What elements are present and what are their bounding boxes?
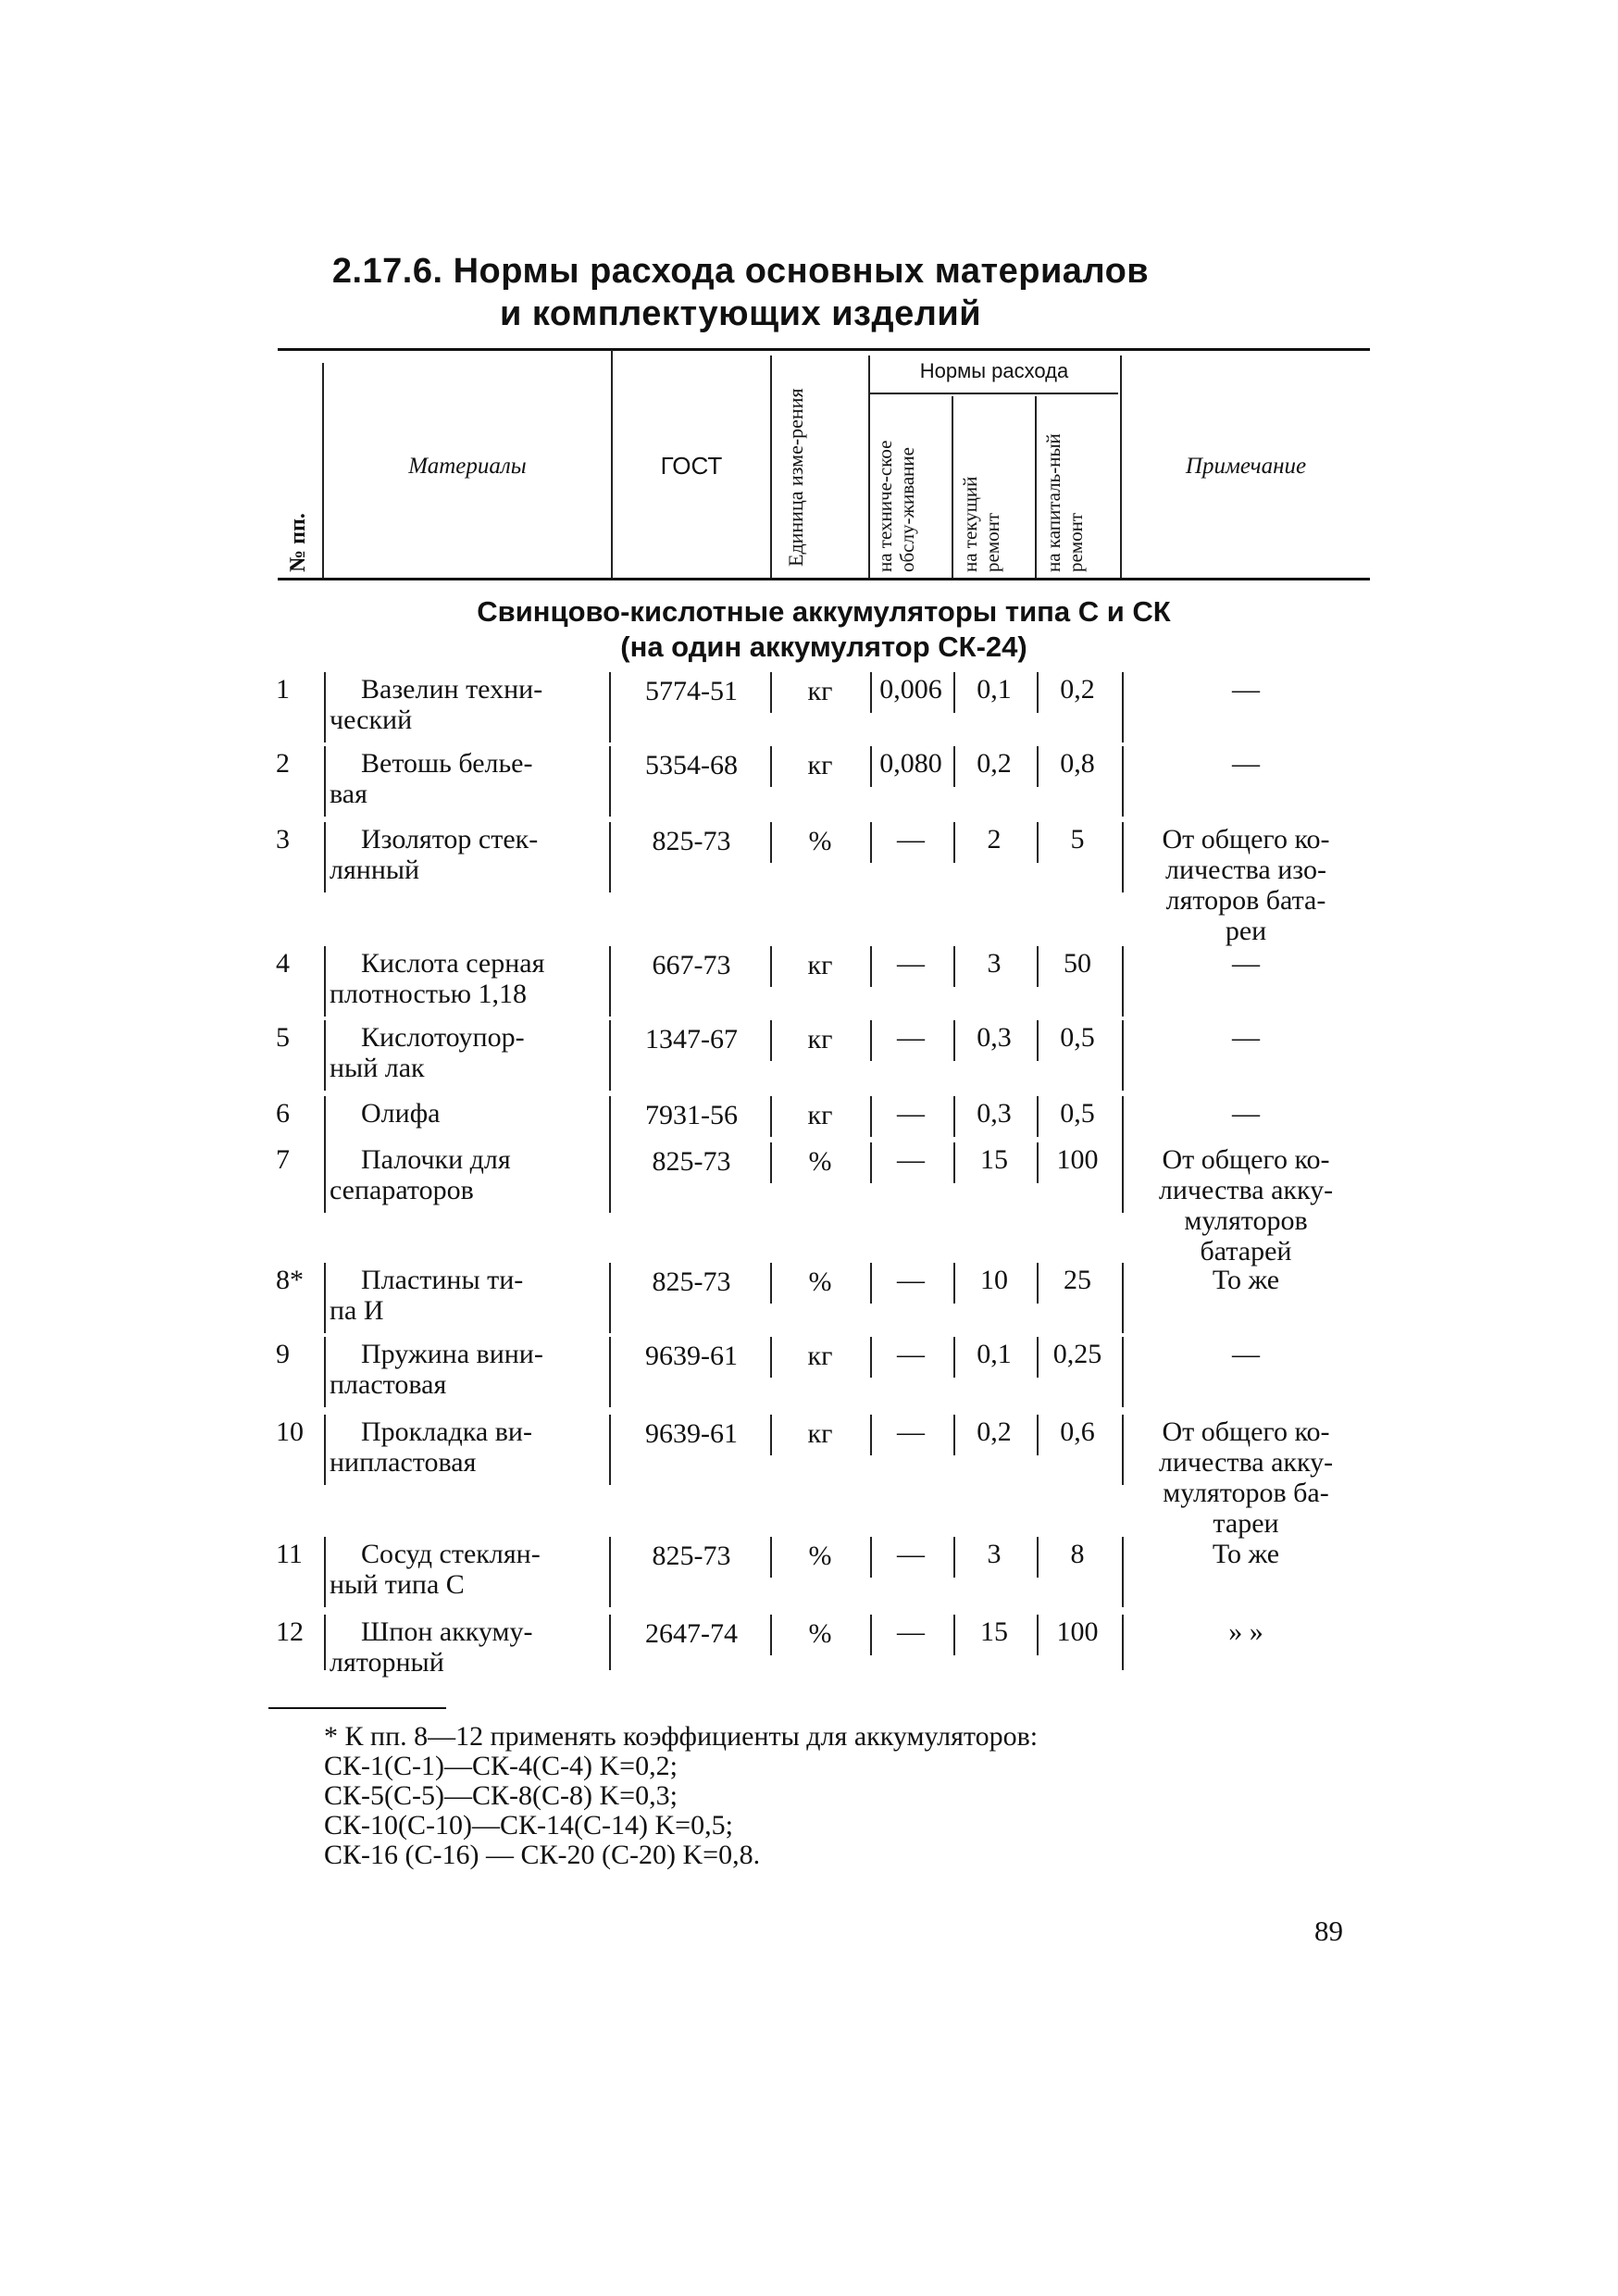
column-divider bbox=[770, 1096, 772, 1137]
row-unit: кг bbox=[807, 750, 833, 780]
column-divider bbox=[609, 1415, 611, 1485]
row-tech: — bbox=[897, 1416, 925, 1447]
row-material-cont: вая bbox=[330, 779, 367, 809]
row-unit: кг bbox=[807, 676, 833, 706]
header-note: Примечание bbox=[1185, 454, 1307, 479]
row-gost: 1347-67 bbox=[645, 1024, 738, 1054]
row-material: Прокладка ви- bbox=[361, 1416, 532, 1447]
header-tech-text: на техниче-ское обслу-живание bbox=[874, 440, 918, 572]
row-unit: кг bbox=[807, 950, 833, 980]
footnote-line: СК-5(С-5)—СК-8(С-8) K=0,3; bbox=[324, 1780, 678, 1811]
row-tech: — bbox=[897, 1022, 925, 1053]
row-current: 10 bbox=[980, 1265, 1008, 1295]
column-divider bbox=[1037, 746, 1039, 787]
header-tech bbox=[874, 396, 918, 572]
row-material: Олифа bbox=[361, 1098, 441, 1129]
row-gost: 9639-61 bbox=[645, 1341, 738, 1371]
column-divider bbox=[1122, 1263, 1124, 1333]
column-divider bbox=[324, 1537, 326, 1607]
header-unit bbox=[785, 372, 807, 567]
column-divider bbox=[770, 946, 772, 987]
row-gost: 667-73 bbox=[652, 950, 731, 980]
column-divider bbox=[1037, 1020, 1039, 1061]
column-divider bbox=[770, 1337, 772, 1378]
header-divider bbox=[770, 356, 772, 578]
header-divider bbox=[1035, 396, 1037, 578]
row-current: 15 bbox=[980, 1144, 1008, 1175]
row-capital: 0,8 bbox=[1060, 748, 1095, 779]
row-number: 2 bbox=[276, 748, 290, 779]
row-tech: 0,080 bbox=[879, 748, 942, 779]
row-note: » » bbox=[1228, 1616, 1263, 1647]
column-divider bbox=[1037, 1415, 1039, 1455]
column-divider bbox=[870, 1537, 872, 1578]
section-line-1: Свинцово-кислотные аккумуляторы типа С и СК bbox=[477, 595, 1171, 628]
row-note: личества акку- bbox=[1158, 1447, 1334, 1478]
row-material: Кислота серная bbox=[361, 948, 545, 979]
header-gost: ГОСТ bbox=[660, 452, 723, 480]
column-divider bbox=[609, 1537, 611, 1607]
row-capital: 0,5 bbox=[1060, 1022, 1095, 1053]
row-unit: % bbox=[808, 1618, 832, 1649]
column-divider bbox=[1122, 1415, 1124, 1485]
footnote-line: СК-16 (С-16) — СК-20 (С-20) K=0,8. bbox=[324, 1840, 761, 1870]
footnote-rule bbox=[268, 1707, 446, 1709]
section-line-2: (на один аккумулятор СК-24) bbox=[620, 630, 1027, 663]
header-bottom-rule bbox=[278, 578, 1370, 580]
column-divider bbox=[770, 1415, 772, 1455]
row-capital: 5 bbox=[1070, 824, 1085, 855]
row-material: Шпон аккуму- bbox=[361, 1616, 533, 1647]
column-divider bbox=[770, 672, 772, 713]
column-divider bbox=[870, 672, 872, 713]
column-divider bbox=[324, 1020, 326, 1091]
row-material: Кислотоупор- bbox=[361, 1022, 525, 1053]
column-divider bbox=[609, 1263, 611, 1333]
row-material-cont: па И bbox=[330, 1295, 384, 1326]
row-material-cont: сепараторов bbox=[330, 1175, 474, 1205]
column-divider bbox=[953, 672, 955, 713]
column-divider bbox=[324, 1337, 326, 1407]
footnote-line: СК-1(С-1)—СК-4(С-4) K=0,2; bbox=[324, 1751, 678, 1781]
row-material-cont: пластовая bbox=[330, 1369, 447, 1400]
column-divider bbox=[870, 822, 872, 863]
column-divider bbox=[770, 822, 772, 863]
row-material: Пружина вини- bbox=[361, 1339, 543, 1369]
row-capital: 0,5 bbox=[1060, 1098, 1095, 1129]
column-divider bbox=[870, 1096, 872, 1137]
row-gost: 825-73 bbox=[652, 826, 731, 856]
header-materials: Материалы bbox=[408, 454, 527, 479]
row-note: ляторов бата- bbox=[1165, 885, 1326, 916]
column-divider bbox=[953, 1142, 955, 1183]
column-divider bbox=[1122, 672, 1124, 742]
section-title bbox=[278, 594, 1370, 665]
row-note: — bbox=[1232, 948, 1260, 979]
row-material: Сосуд стеклян- bbox=[361, 1539, 541, 1569]
header-norms: Нормы расхода bbox=[919, 359, 1069, 382]
column-divider bbox=[324, 1142, 326, 1213]
column-divider bbox=[770, 1020, 772, 1061]
row-number: 10 bbox=[276, 1416, 304, 1447]
row-note: — bbox=[1232, 748, 1260, 779]
column-divider bbox=[1122, 1096, 1124, 1142]
row-material-cont: ный типа С bbox=[330, 1569, 465, 1600]
footnote bbox=[324, 1722, 1038, 1870]
column-divider bbox=[609, 1615, 611, 1670]
column-divider bbox=[1037, 1615, 1039, 1655]
column-divider bbox=[609, 1337, 611, 1407]
row-unit: кг bbox=[807, 1418, 833, 1449]
column-divider bbox=[870, 1263, 872, 1304]
column-divider bbox=[953, 1615, 955, 1655]
page-title bbox=[278, 250, 1203, 335]
row-unit: кг bbox=[807, 1100, 833, 1130]
column-divider bbox=[870, 1020, 872, 1061]
row-tech: — bbox=[897, 1539, 925, 1569]
row-current: 0,3 bbox=[977, 1022, 1012, 1053]
row-number: 9 bbox=[276, 1339, 290, 1369]
column-divider bbox=[324, 746, 326, 817]
row-unit: % bbox=[808, 1541, 832, 1571]
row-material: Изолятор стек- bbox=[361, 824, 539, 855]
row-current: 2 bbox=[987, 824, 1002, 855]
column-divider bbox=[953, 1337, 955, 1378]
page-number: 89 bbox=[1314, 1915, 1343, 1947]
row-number: 8* bbox=[276, 1265, 304, 1295]
title-line-2: и комплектующих изделий bbox=[499, 294, 982, 333]
column-divider bbox=[609, 822, 611, 892]
column-divider bbox=[1037, 1142, 1039, 1183]
column-divider bbox=[1122, 1142, 1124, 1213]
column-divider bbox=[1122, 746, 1124, 817]
column-divider bbox=[770, 1537, 772, 1578]
row-current: 0,1 bbox=[977, 1339, 1012, 1369]
row-note: — bbox=[1232, 1339, 1260, 1369]
row-tech: — bbox=[897, 1098, 925, 1129]
row-note: муляторов ба- bbox=[1163, 1478, 1329, 1508]
row-capital: 25 bbox=[1064, 1265, 1091, 1295]
row-note: реи bbox=[1225, 916, 1267, 946]
column-divider bbox=[870, 1337, 872, 1378]
column-divider bbox=[324, 822, 326, 892]
column-divider bbox=[870, 946, 872, 987]
row-number: 6 bbox=[276, 1098, 290, 1129]
row-number: 12 bbox=[276, 1616, 304, 1647]
row-material-cont: ческий bbox=[330, 705, 413, 735]
title-line-1: 2.17.6. Нормы расхода основных материалов bbox=[331, 252, 1150, 291]
column-divider bbox=[870, 1615, 872, 1655]
column-divider bbox=[609, 1142, 611, 1213]
column-divider bbox=[324, 946, 326, 1017]
footnote-line: СК-10(С-10)—СК-14(С-14) K=0,5; bbox=[324, 1810, 733, 1841]
row-note: От общего ко- bbox=[1162, 824, 1330, 855]
footnote-line: * К пп. 8—12 применять коэффициенты для аккумуляторов: bbox=[324, 1721, 1039, 1752]
row-tech: — bbox=[897, 824, 925, 855]
row-note: тареи bbox=[1213, 1508, 1279, 1539]
header-capital-text: на капиталь-ный ремонт bbox=[1042, 433, 1087, 572]
row-note: батарей bbox=[1200, 1236, 1292, 1267]
row-capital: 100 bbox=[1056, 1616, 1099, 1647]
row-number: 1 bbox=[276, 674, 290, 705]
row-capital: 0,2 bbox=[1060, 674, 1095, 705]
row-number: 3 bbox=[276, 824, 290, 855]
column-divider bbox=[953, 1263, 955, 1304]
row-note: личества изо- bbox=[1165, 855, 1326, 885]
column-divider bbox=[1037, 1096, 1039, 1137]
row-gost: 9639-61 bbox=[645, 1418, 738, 1449]
row-material: Пластины ти- bbox=[361, 1265, 524, 1295]
column-divider bbox=[770, 746, 772, 787]
column-divider bbox=[1037, 1337, 1039, 1378]
column-divider bbox=[1037, 946, 1039, 987]
header-divider bbox=[952, 396, 953, 578]
column-divider bbox=[1037, 672, 1039, 713]
row-current: 3 bbox=[987, 1539, 1002, 1569]
row-material-cont: плотностью 1,18 bbox=[330, 979, 528, 1009]
row-capital: 8 bbox=[1070, 1539, 1085, 1569]
row-current: 0,2 bbox=[977, 1416, 1012, 1447]
header-num: № пп. bbox=[286, 513, 310, 572]
row-note: От общего ко- bbox=[1162, 1416, 1330, 1447]
row-current: 15 bbox=[980, 1616, 1008, 1647]
row-gost: 5774-51 bbox=[645, 676, 738, 706]
column-divider bbox=[609, 1020, 611, 1091]
column-divider bbox=[953, 822, 955, 863]
row-current: 0,2 bbox=[977, 748, 1012, 779]
header-current bbox=[959, 415, 1003, 572]
row-material-cont: ляторный bbox=[330, 1647, 444, 1678]
column-divider bbox=[324, 1096, 326, 1142]
header-capital bbox=[1042, 406, 1087, 572]
column-divider bbox=[770, 1142, 772, 1183]
row-note: От общего ко- bbox=[1162, 1144, 1330, 1175]
column-divider bbox=[770, 1615, 772, 1655]
column-divider bbox=[609, 672, 611, 742]
row-note: личества акку- bbox=[1158, 1175, 1334, 1205]
norms-group-rule bbox=[870, 393, 1118, 394]
column-divider bbox=[953, 746, 955, 787]
column-divider bbox=[609, 946, 611, 1017]
column-divider bbox=[324, 1615, 326, 1670]
row-tech: — bbox=[897, 1616, 925, 1647]
column-divider bbox=[609, 1096, 611, 1142]
row-tech: — bbox=[897, 1339, 925, 1369]
row-gost: 5354-68 bbox=[645, 750, 738, 780]
column-divider bbox=[870, 1415, 872, 1455]
row-unit: кг bbox=[807, 1024, 833, 1054]
row-note: муляторов bbox=[1184, 1205, 1308, 1236]
column-divider bbox=[953, 1096, 955, 1137]
header-divider bbox=[868, 356, 870, 578]
column-divider bbox=[1122, 1020, 1124, 1091]
row-number: 4 bbox=[276, 948, 290, 979]
row-gost: 2647-74 bbox=[645, 1618, 738, 1649]
row-gost: 7931-56 bbox=[645, 1100, 738, 1130]
row-gost: 825-73 bbox=[652, 1267, 731, 1297]
header-current-text: на текущий ремонт bbox=[959, 476, 1003, 572]
row-tech: — bbox=[897, 948, 925, 979]
column-divider bbox=[770, 1263, 772, 1304]
row-note: То же bbox=[1212, 1539, 1280, 1569]
column-divider bbox=[1122, 822, 1124, 892]
row-unit: % bbox=[808, 1146, 832, 1177]
table-top-rule bbox=[278, 348, 1370, 351]
row-note: — bbox=[1232, 1098, 1260, 1129]
row-number: 11 bbox=[276, 1539, 303, 1569]
row-unit: кг bbox=[807, 1341, 833, 1371]
column-divider bbox=[1037, 1537, 1039, 1578]
column-divider bbox=[1122, 946, 1124, 1017]
row-material-cont: нипластовая bbox=[330, 1447, 477, 1478]
column-divider bbox=[870, 1142, 872, 1183]
row-capital: 100 bbox=[1056, 1144, 1099, 1175]
row-unit: % bbox=[808, 826, 832, 856]
column-divider bbox=[953, 1537, 955, 1578]
row-current: 0,1 bbox=[977, 674, 1012, 705]
row-capital: 0,6 bbox=[1060, 1416, 1095, 1447]
column-divider bbox=[324, 1263, 326, 1333]
row-tech: — bbox=[897, 1144, 925, 1175]
column-divider bbox=[324, 672, 326, 742]
column-divider bbox=[324, 1415, 326, 1485]
row-tech: 0,006 bbox=[879, 674, 942, 705]
column-divider bbox=[1122, 1337, 1124, 1407]
column-divider bbox=[870, 746, 872, 787]
column-divider bbox=[1037, 822, 1039, 863]
column-divider bbox=[1122, 1537, 1124, 1607]
row-gost: 825-73 bbox=[652, 1146, 731, 1177]
row-unit: % bbox=[808, 1267, 832, 1297]
header-unit-text: Единица изме-рения bbox=[784, 388, 807, 567]
row-tech: — bbox=[897, 1265, 925, 1295]
row-note: То же bbox=[1212, 1265, 1280, 1295]
column-divider bbox=[953, 946, 955, 987]
row-capital: 50 bbox=[1064, 948, 1091, 979]
row-current: 0,3 bbox=[977, 1098, 1012, 1129]
column-divider bbox=[953, 1020, 955, 1061]
row-material-cont: ный лак bbox=[330, 1053, 425, 1083]
row-note: — bbox=[1232, 1022, 1260, 1053]
row-note: — bbox=[1232, 674, 1260, 705]
column-divider bbox=[609, 746, 611, 817]
row-material-cont: лянный bbox=[330, 855, 420, 885]
row-number: 7 bbox=[276, 1144, 290, 1175]
column-divider bbox=[953, 1415, 955, 1455]
row-gost: 825-73 bbox=[652, 1541, 731, 1571]
row-material: Палочки для bbox=[361, 1144, 511, 1175]
row-capital: 0,25 bbox=[1052, 1339, 1102, 1369]
column-divider bbox=[1037, 1263, 1039, 1304]
column-divider bbox=[1122, 1615, 1124, 1670]
row-material: Ветошь белье- bbox=[361, 748, 533, 779]
row-material: Вазелин техни- bbox=[361, 674, 543, 705]
row-current: 3 bbox=[987, 948, 1002, 979]
row-number: 5 bbox=[276, 1022, 290, 1053]
